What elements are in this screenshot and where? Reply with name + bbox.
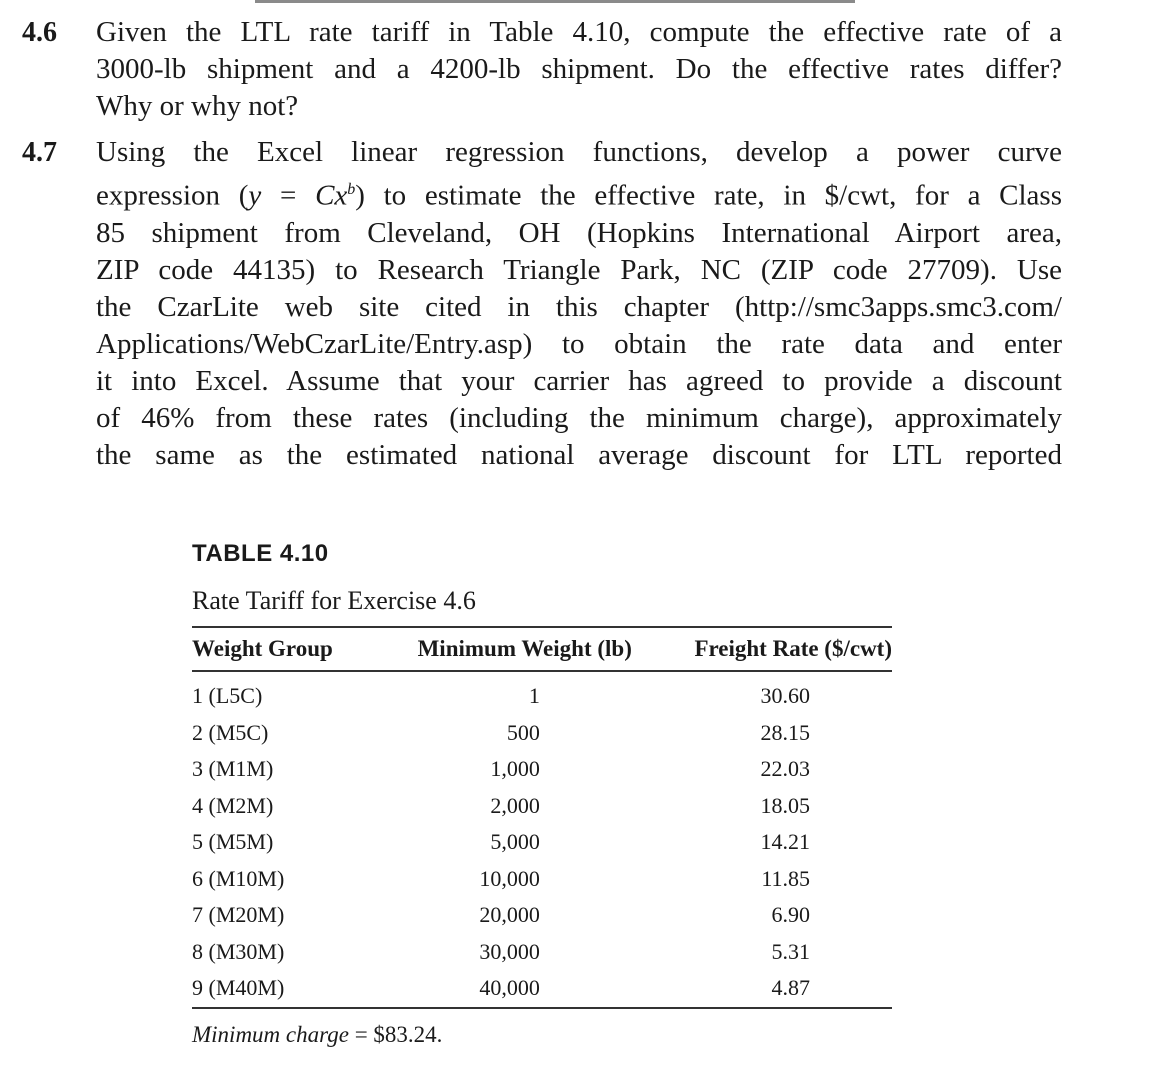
table-cell: 5.31 xyxy=(771,938,810,964)
exercise-line: Using the Excel linear regression functions, develop a power curve xyxy=(96,136,1062,168)
table-row xyxy=(192,715,892,752)
note-value: = $83.24. xyxy=(348,1021,443,1047)
table-cell: 30.60 xyxy=(760,683,810,709)
table-row xyxy=(192,788,892,825)
table-cell: 7 (M20M) xyxy=(192,902,285,928)
table-cell: 4 (M2M) xyxy=(192,792,274,818)
table-cell: 1 xyxy=(528,683,540,709)
note-label: Minimum charge xyxy=(192,1021,349,1047)
column-header: Minimum Weight (lb) xyxy=(417,636,632,661)
table-cell: 6.90 xyxy=(771,902,810,928)
table-cell: 4.87 xyxy=(771,975,810,1001)
table-cell: 6 (M10M) xyxy=(192,865,285,891)
table-cell: 2 (M5C) xyxy=(192,719,269,745)
exercise-line: it into Excel. Assume that your carrier has agreed to provide a discount xyxy=(96,364,1062,397)
exercise-line: of 46% from these rates (including the minimum charge), approximately xyxy=(96,401,1062,434)
exercise-line: Why or why not? xyxy=(96,90,299,122)
exercise-line: 85 shipment from Cleveland, OH (Hopkins International Airport area, xyxy=(96,216,1062,249)
table-cell: 500 xyxy=(506,719,540,745)
table-cell: 22.03 xyxy=(760,756,810,782)
table-body xyxy=(192,671,892,1007)
exercise-text xyxy=(96,14,1062,125)
table-cell: 2,000 xyxy=(490,792,540,818)
table-cell: 28.15 xyxy=(760,719,810,745)
exercise-line: expression $(y = Cx^b)$ to estimate the effective rate, in $/cwt, for a Class xyxy=(96,179,1063,212)
table-cell: 14.21 xyxy=(760,829,810,855)
table-cell: 5,000 xyxy=(490,829,540,855)
table-cell: 9 (M40M) xyxy=(192,975,285,1001)
exercise-line: 3000-lb shipment and a 4200-lb shipment. Do the effective rates differ? xyxy=(96,53,1062,85)
exercise-line: Given the LTL rate tariff in Table 4.10, compute the effective rate of a xyxy=(96,16,1062,48)
table-cell: 1 (L5C) xyxy=(192,683,263,709)
table-cell: 18.05 xyxy=(760,792,810,818)
exercise-number: 4.7 xyxy=(22,137,57,168)
exercise-text xyxy=(96,134,1062,474)
column-header: Weight Group xyxy=(192,636,333,661)
table-cell: 10,000 xyxy=(479,865,540,891)
exercise-line: ZIP code 44135) to Research Triangle Park, NC (ZIP code 27709). Use xyxy=(96,253,1062,286)
table-row xyxy=(192,861,892,898)
table-cell: 5 (M5M) xyxy=(192,829,274,855)
exercise-line: the CzarLite web site cited in this chapter (http://smc3apps.smc3.com/ xyxy=(96,290,1062,323)
minimum-charge-note xyxy=(192,1019,892,1051)
table-row xyxy=(192,671,892,715)
exercise-number: 4.6 xyxy=(22,17,57,48)
exercise-line: the same as the estimated national average discount for LTL reported xyxy=(96,438,1062,471)
table-row xyxy=(192,934,892,971)
table-bottom-rule xyxy=(192,1007,892,1009)
top-rule xyxy=(255,0,855,3)
table-cell: 20,000 xyxy=(479,902,540,928)
table-row xyxy=(192,824,892,861)
table-caption: Rate Tariff for Exercise 4.6 xyxy=(192,586,476,615)
table-row xyxy=(192,751,892,788)
table-label: TABLE 4.10 xyxy=(192,540,329,567)
column-header: Freight Rate ($/cwt) xyxy=(694,636,892,661)
table-cell: 8 (M30M) xyxy=(192,938,285,964)
exercise-4-7 xyxy=(22,134,1062,474)
table-cell: 1,000 xyxy=(490,756,540,782)
exercise-line: Applications/WebCzarLite/Entry.asp) to obtain the rate data and enter xyxy=(96,327,1062,360)
rate-tariff-table xyxy=(192,628,892,1007)
table-cell: 11.85 xyxy=(761,865,810,891)
table-cell: 30,000 xyxy=(479,938,540,964)
table-header-row xyxy=(192,628,892,671)
rate-tariff-table-block xyxy=(192,536,892,1051)
table-cell: 40,000 xyxy=(479,975,540,1001)
table-cell: 3 (M1M) xyxy=(192,756,274,782)
table-row xyxy=(192,970,892,1007)
table-row xyxy=(192,897,892,934)
exercise-4-6 xyxy=(22,14,1062,125)
